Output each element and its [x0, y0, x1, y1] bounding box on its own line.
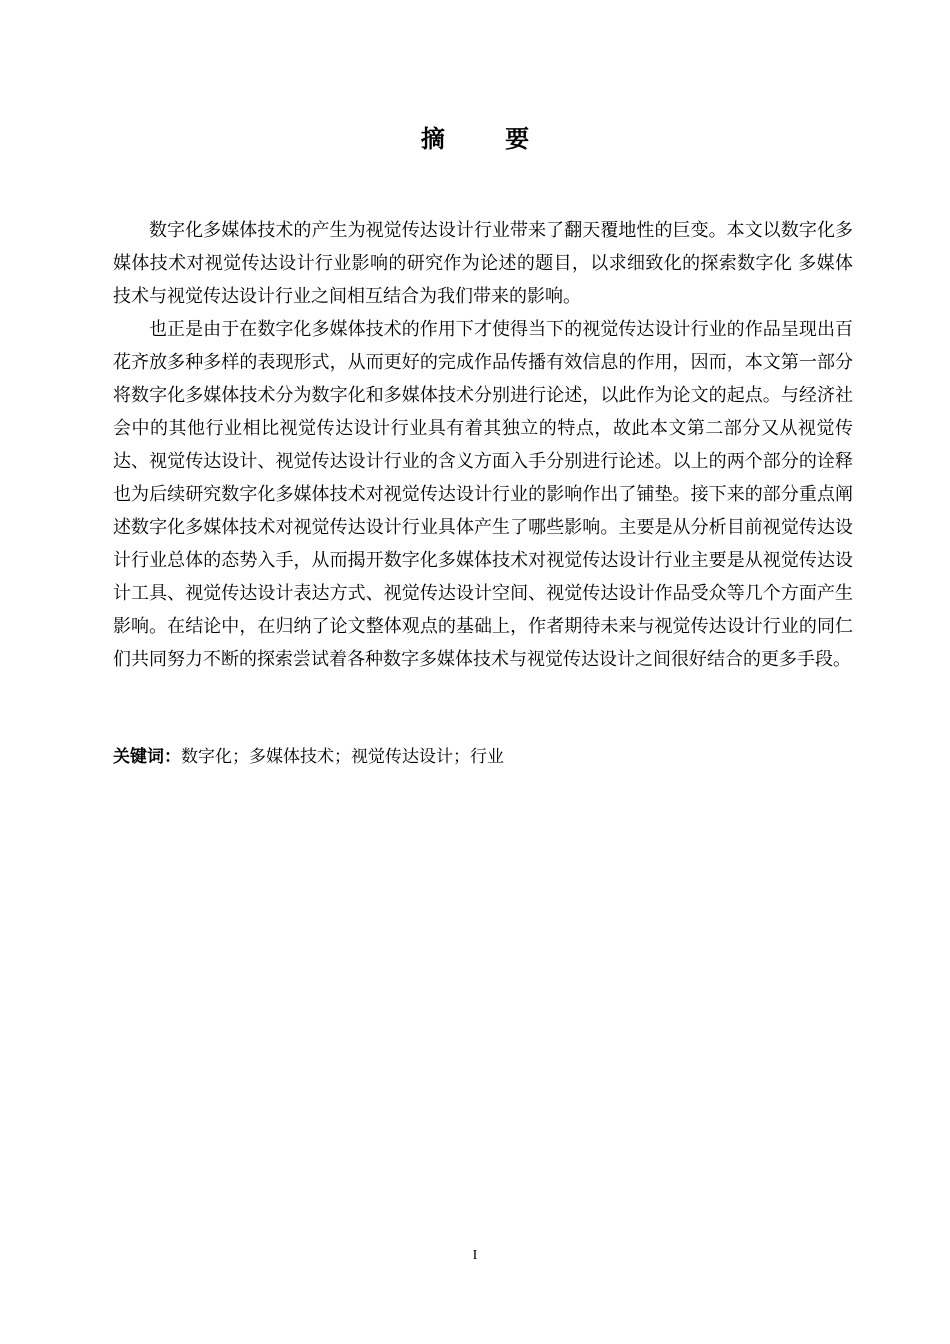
abstract-paragraph-1: 数字化多媒体技术的产生为视觉传达设计行业带来了翻天覆地性的巨变。本文以数字化多媒体技术对视觉传达设计行业影响的研究作为论述的题目，以求细致化的探索数字化 多媒体技术与视觉传达设计行业之间相互结合为我们带来的影响。 [113, 220, 853, 307]
page-number: I [472, 1248, 478, 1263]
keywords-label: 关键词： [113, 747, 181, 767]
keywords-line [113, 742, 853, 772]
page-title: 摘 要 [420, 125, 556, 153]
abstract-body [113, 214, 853, 676]
keywords-text: 数字化；多媒体技术；视觉传达设计；行业 [181, 747, 504, 767]
abstract-paragraph-2: 也正是由于在数字化多媒体技术的作用下才使得当下的视觉传达设计行业的作品呈现出百花齐放多种多样的表现形式，从而更好的完成作品传播有效信息的作用，因而，本文第一部分将数字化多媒体技术分为数字化和多媒体技术分别进行论述，以此作为论文的起点。与经济社会中的其他行业相比视觉传达设计行业具有着其独立的特点，故此本文第二部分又从视觉传达、视觉传达设计、视觉传达设计行业的含义方面入手分别进行论述。以上的两个部分的诠释也为后续研究数字化多媒体技术对视觉传达设计行业的影响作出了铺垫。接下来的部分重点阐述数字化多媒体技术对视觉传达设计行业具体产生了哪些影响。主要是从分析目前视觉传达设计行业总体的态势入手，从而揭开数字化多媒体技术对视觉传达设计行业主要是从视觉传达设计工具、视觉传达设计表达方式、视觉传达设计空间、视觉传达设计作品受众等几个方面产生影响。在结论中，在归纳了论文整体观点的基础上，作者期待未来与视觉传达设计行业的同仁们共同努力不断的探索尝试着各种数字多媒体技术与视觉传达设计之间很好结合的更多手段。 [113, 319, 853, 670]
